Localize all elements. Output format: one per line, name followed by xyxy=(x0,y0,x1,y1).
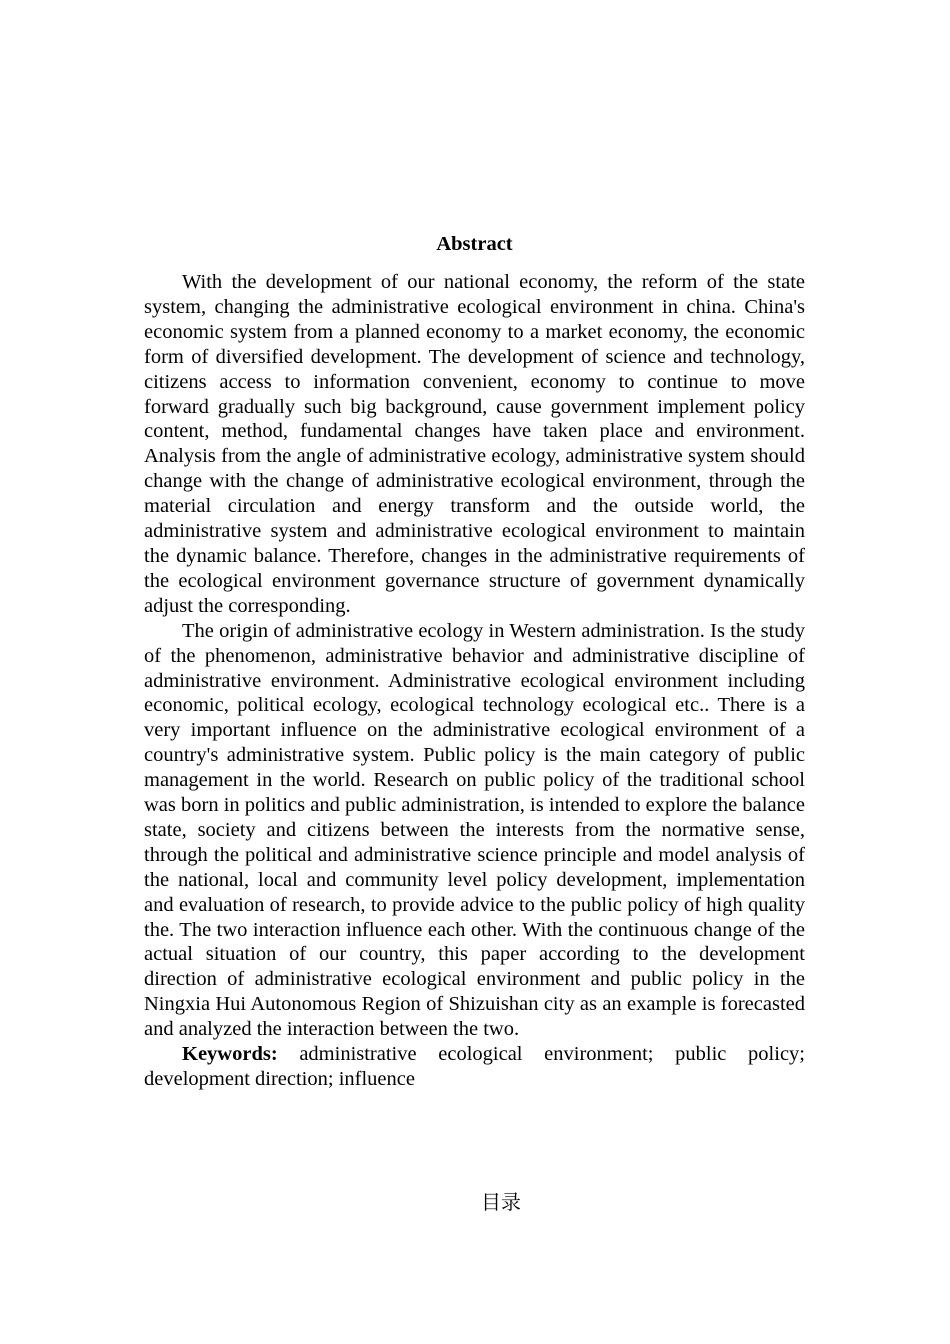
abstract-paragraph-2: The origin of administrative ecology in Western administration. Is the study of the phenomenon, administrative behavior and administrative discipline of administrative environment. Administrative ecological environment including economic, political ecology, ecological technology ecological etc.. There is a very important influence on the administrative ecological environment of a country's administrative system. Public policy is the main category of public management in the world. Research on public policy of the traditional school was born in politics and public administration, is intended to explore the balance state, society and citizens between the interests from the normative sense, through the political and administrative science principle and model analysis of the national, local and community level policy development, implementation and evaluation of research, to provide advice to the public policy of high quality the. The two interaction influence each other. With the continuous change of the actual situation of our country, this paper according to the development direction of administrative ecological environment and public policy in the Ningxia Hui Autonomous Region of Shizuishan city as an example is forecasted and analyzed the interaction between the two. xyxy=(144,619,805,1041)
keywords-label: Keywords: xyxy=(182,1043,278,1066)
abstract-section xyxy=(144,230,805,1092)
keywords-line xyxy=(144,1042,805,1092)
abstract-title: Abstract xyxy=(436,233,513,255)
toc-heading: 目录 xyxy=(481,1190,521,1214)
abstract-paragraph-1: With the development of our national economy, the reform of the state system, changing the administrative ecological environment in china. China's economic system from a planned economy to a market economy, the economic form of diversified development. The development of science and technology, citizens access to information convenient, economy to continue to move forward gradually such big background, cause government implement policy content, method, fundamental changes have taken place and environment. Analysis from the angle of administrative ecology, administrative system should change with the change of administrative ecological environment, through the material circulation and energy transform and the outside world, the administrative system and administrative ecological environment to maintain the dynamic balance. Therefore, changes in the administrative requirements of the ecological environment governance structure of government dynamically adjust the corresponding. xyxy=(144,271,805,617)
keywords-text: administrative ecological environment; public policy; development direction; influence xyxy=(144,1043,805,1090)
